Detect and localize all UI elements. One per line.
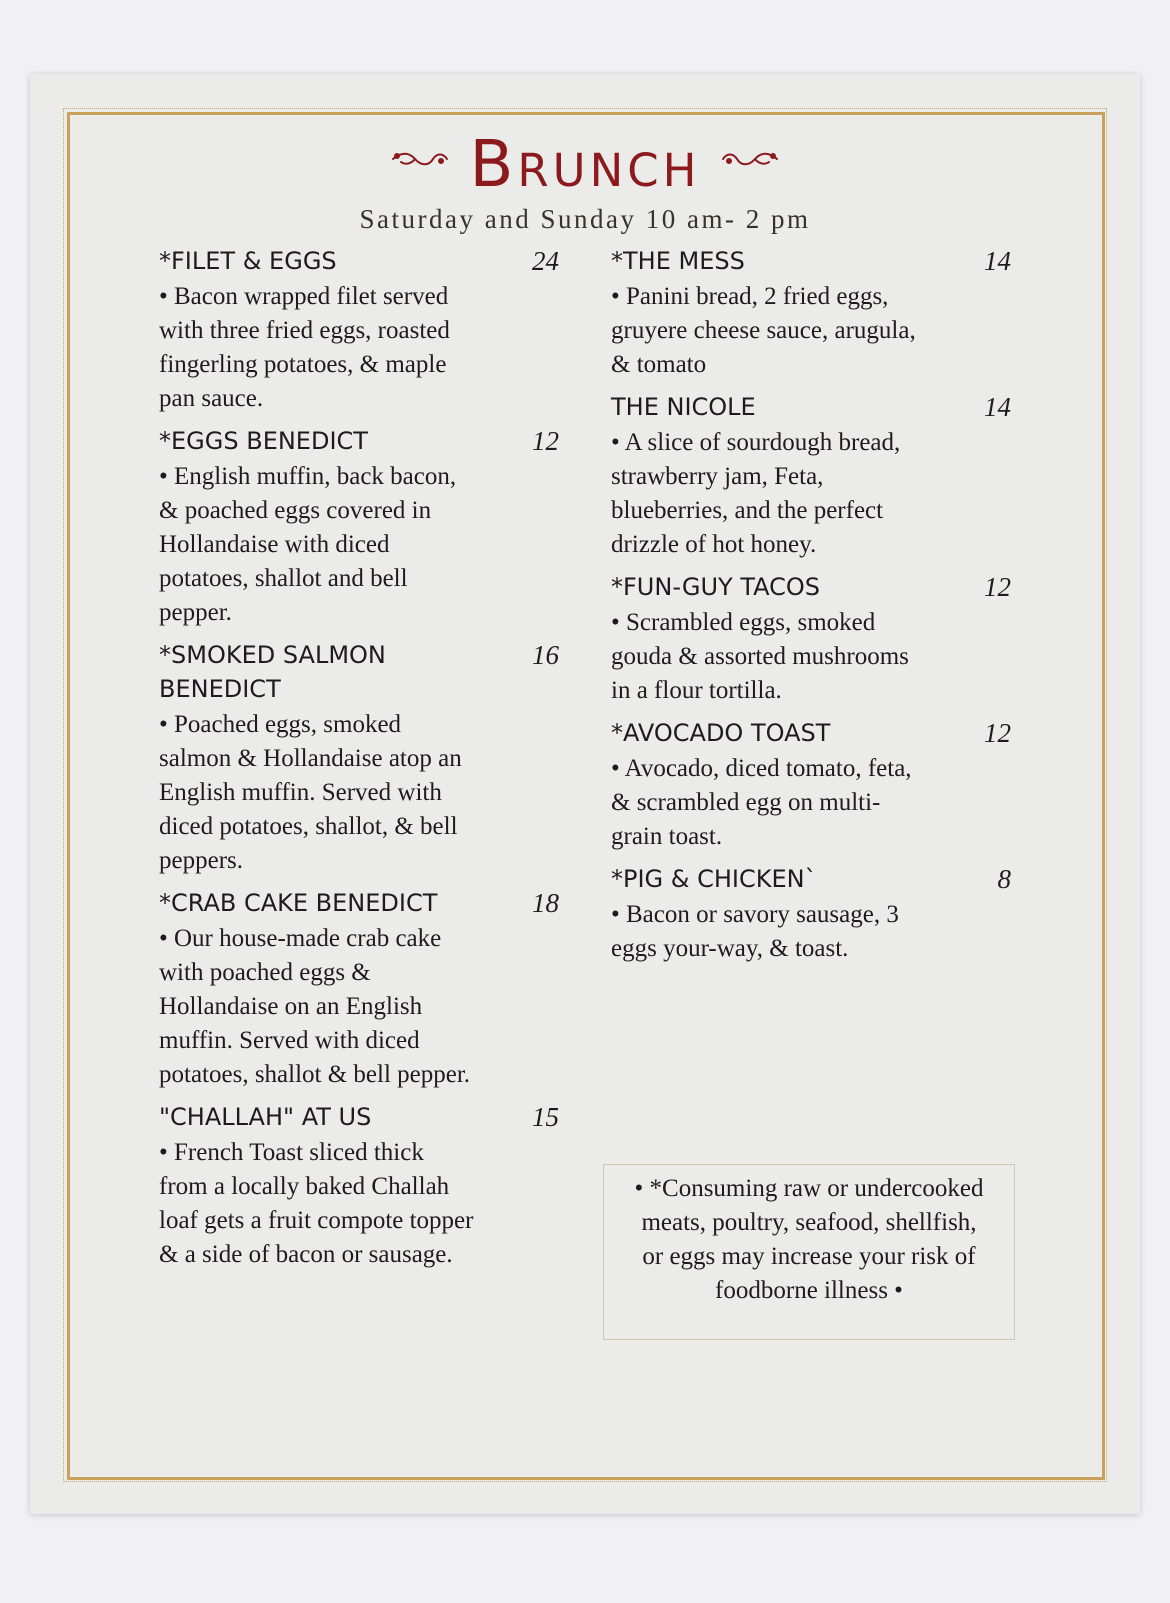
menu-item-description: • Bacon wrapped filet served with three fried eggs, roasted fingerling potatoes, & maple pan sauce. xyxy=(159,283,450,412)
menu-item-price: 15 xyxy=(532,1102,559,1132)
menu-item xyxy=(159,1100,559,1272)
menu-page xyxy=(30,74,1140,1514)
menu-item xyxy=(159,638,559,878)
menu-item-price: 12 xyxy=(984,572,1011,602)
menu-item xyxy=(159,886,559,1092)
menu-item-name: *SMOKED SALMON BENEDICT xyxy=(159,641,386,703)
menu-item-name: *PIG & CHICKEN` xyxy=(611,865,817,893)
menu-item-name: *THE MESS xyxy=(611,247,745,275)
menu-item-name: *AVOCADO TOAST xyxy=(611,719,831,747)
menu-item xyxy=(159,424,559,630)
page-title: Brunch xyxy=(469,128,701,202)
menu-item xyxy=(159,244,559,416)
right-flourish-icon xyxy=(719,148,781,170)
menu-item-price: 18 xyxy=(532,888,559,918)
right-menu-column xyxy=(611,244,1011,974)
menu-item-description: • Our house-made crab cake with poached eggs & Hollandaise on an English muffin. Served with diced potatoes, shallot & bell pepper. xyxy=(159,925,471,1088)
menu-item-description: • English muffin, back bacon, & poached eggs covered in Hollandaise with diced potatoes, shallot and bell pepper. xyxy=(159,463,457,626)
menu-item-description: • A slice of sourdough bread, strawberry jam, Feta, blueberries, and the perfect drizzle of hot honey. xyxy=(611,429,901,558)
menu-item xyxy=(611,862,1011,966)
menu-item xyxy=(611,390,1011,562)
menu-item xyxy=(611,570,1011,708)
menu-item-description: • Scrambled eggs, smoked gouda & assorted mushrooms in a flour tortilla. xyxy=(611,609,909,704)
menu-item-price: 8 xyxy=(997,864,1011,894)
menu-item-price: 24 xyxy=(532,246,559,276)
menu-item-description: • Bacon or savory sausage, 3 eggs your-way, & toast. xyxy=(611,901,899,962)
menu-item-price: 16 xyxy=(532,640,559,670)
menu-item-price: 14 xyxy=(984,392,1011,422)
menu-item-name: THE NICOLE xyxy=(611,393,756,421)
menu-item-name: *FUN-GUY TACOS xyxy=(611,573,820,601)
food-safety-notice: • *Consuming raw or undercooked meats, poultry, seafood, shellfish, or eggs may increase your risk of foodborne illness • xyxy=(603,1164,1015,1340)
menu-item-name: "CHALLAH" AT US xyxy=(159,1103,372,1131)
menu-item xyxy=(611,716,1011,854)
menu-item-price: 12 xyxy=(532,426,559,456)
menu-item-name: *CRAB CAKE BENEDICT xyxy=(159,889,438,917)
menu-item-price: 14 xyxy=(984,246,1011,276)
menu-item-description: • Panini bread, 2 fried eggs, gruyere cheese sauce, arugula, & tomato xyxy=(611,283,916,378)
menu-item-name: *FILET & EGGS xyxy=(159,247,337,275)
menu-item-description: • French Toast sliced thick from a locally baked Challah loaf gets a fruit compote topper & a side of bacon or sausage. xyxy=(159,1139,474,1268)
menu-item-description: • Avocado, diced tomato, feta, & scrambled egg on multi-grain toast. xyxy=(611,755,912,850)
title-row xyxy=(30,130,1140,200)
menu-item xyxy=(611,244,1011,382)
menu-item-price: 12 xyxy=(984,718,1011,748)
hours-subtitle: Saturday and Sunday 10 am- 2 pm xyxy=(359,204,811,234)
left-flourish-icon xyxy=(389,148,451,170)
left-menu-column xyxy=(159,244,559,1280)
menu-item-name: *EGGS BENEDICT xyxy=(159,427,368,455)
menu-item-description: • Poached eggs, smoked salmon & Hollandaise atop an English muffin. Served with diced potatoes, shallot, & bell peppers. xyxy=(159,711,462,874)
